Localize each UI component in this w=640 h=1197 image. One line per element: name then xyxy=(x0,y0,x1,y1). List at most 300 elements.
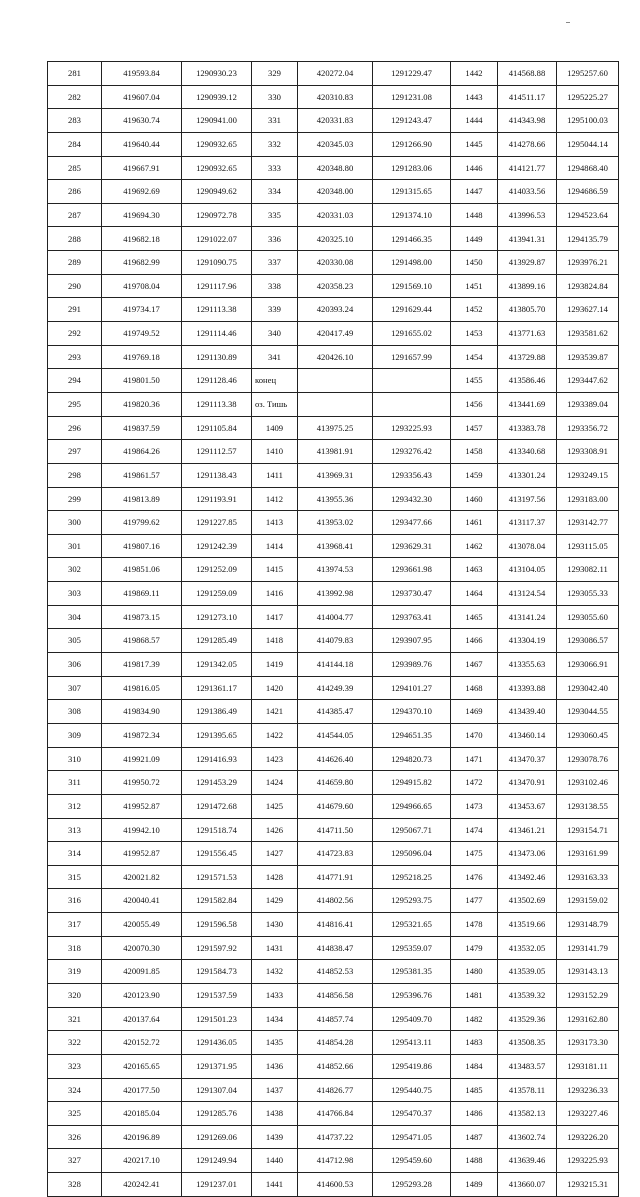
y-coordinate: 1291657.99 xyxy=(373,345,451,369)
point-number: 1422 xyxy=(252,723,298,747)
x-coordinate: 419873.15 xyxy=(102,605,182,629)
point-number: 1410 xyxy=(252,440,298,464)
table-row xyxy=(48,605,619,629)
table-row xyxy=(48,487,619,511)
point-number: 284 xyxy=(48,132,102,156)
point-number: 304 xyxy=(48,605,102,629)
y-coordinate: 1294966.65 xyxy=(373,794,451,818)
x-coordinate: 414343.98 xyxy=(498,109,557,133)
point-number: 1458 xyxy=(451,440,498,464)
x-coordinate: 414723.83 xyxy=(298,842,373,866)
x-coordinate: 420152.72 xyxy=(102,1031,182,1055)
table-row xyxy=(48,392,619,416)
point-number: 1426 xyxy=(252,818,298,842)
point-number: 1481 xyxy=(451,983,498,1007)
y-coordinate: 1291252.09 xyxy=(182,558,252,582)
table-row xyxy=(48,842,619,866)
table-row xyxy=(48,653,619,677)
point-number: 1461 xyxy=(451,511,498,535)
x-coordinate: 414712.98 xyxy=(298,1149,373,1173)
y-coordinate: 1295470.37 xyxy=(373,1102,451,1126)
x-coordinate: 414826.77 xyxy=(298,1078,373,1102)
y-coordinate: 1293989.76 xyxy=(373,653,451,677)
x-coordinate: 413441.69 xyxy=(498,392,557,416)
point-number: 308 xyxy=(48,700,102,724)
y-coordinate: 1295440.75 xyxy=(373,1078,451,1102)
x-coordinate: 419861.57 xyxy=(102,463,182,487)
y-coordinate: 1291259.09 xyxy=(182,582,252,606)
point-number: 1479 xyxy=(451,936,498,960)
x-coordinate: 419869.11 xyxy=(102,582,182,606)
y-coordinate: 1291571.53 xyxy=(182,865,252,889)
point-number: 310 xyxy=(48,747,102,771)
point-number: 1434 xyxy=(252,1007,298,1031)
point-number: 283 xyxy=(48,109,102,133)
y-coordinate: 1291655.02 xyxy=(373,322,451,346)
x-coordinate: 420137.64 xyxy=(102,1007,182,1031)
point-number: 1436 xyxy=(252,1054,298,1078)
y-coordinate: 1293044.55 xyxy=(557,700,619,724)
y-coordinate: 1295218.25 xyxy=(373,865,451,889)
y-coordinate: 1295096.04 xyxy=(373,842,451,866)
y-coordinate: 1293225.93 xyxy=(373,416,451,440)
y-coordinate: 1294686.59 xyxy=(557,180,619,204)
y-coordinate: 1291243.47 xyxy=(373,109,451,133)
x-coordinate: 420348.80 xyxy=(298,156,373,180)
y-coordinate: 1291229.47 xyxy=(373,62,451,86)
point-number: 1487 xyxy=(451,1125,498,1149)
y-coordinate: 1294868.40 xyxy=(557,156,619,180)
y-coordinate: 1293141.79 xyxy=(557,936,619,960)
x-coordinate: 420393.24 xyxy=(298,298,373,322)
x-coordinate: 413393.88 xyxy=(498,676,557,700)
table-row xyxy=(48,274,619,298)
x-coordinate: 420185.04 xyxy=(102,1102,182,1126)
point-number: 1484 xyxy=(451,1054,498,1078)
y-coordinate: 1291285.76 xyxy=(182,1102,252,1126)
y-coordinate: 1293308.91 xyxy=(557,440,619,464)
y-coordinate: 1291597.92 xyxy=(182,936,252,960)
table-row xyxy=(48,865,619,889)
point-number: 325 xyxy=(48,1102,102,1126)
y-coordinate: 1291231.08 xyxy=(373,85,451,109)
y-coordinate: 1293976.21 xyxy=(557,251,619,275)
x-coordinate: 419872.34 xyxy=(102,723,182,747)
x-coordinate: 413899.16 xyxy=(498,274,557,298)
x-coordinate: 414856.58 xyxy=(298,983,373,1007)
y-coordinate: 1295225.27 xyxy=(557,85,619,109)
point-number: 282 xyxy=(48,85,102,109)
y-coordinate: 1291090.75 xyxy=(182,251,252,275)
x-coordinate: 419952.87 xyxy=(102,794,182,818)
point-number: 329 xyxy=(252,62,298,86)
x-coordinate: 419769.18 xyxy=(102,345,182,369)
x-coordinate: 420331.03 xyxy=(298,203,373,227)
x-coordinate: 419950.72 xyxy=(102,771,182,795)
y-coordinate: 1293763.41 xyxy=(373,605,451,629)
point-number: 1471 xyxy=(451,747,498,771)
point-number: 314 xyxy=(48,842,102,866)
x-coordinate: 413660.07 xyxy=(498,1173,557,1197)
y-coordinate: 1293730.47 xyxy=(373,582,451,606)
y-coordinate: 1290932.65 xyxy=(182,156,252,180)
table-row xyxy=(48,1054,619,1078)
table-row xyxy=(48,889,619,913)
x-coordinate: 413968.41 xyxy=(298,534,373,558)
empty-cell xyxy=(373,392,451,416)
point-number: 1417 xyxy=(252,605,298,629)
point-number: 288 xyxy=(48,227,102,251)
x-coordinate: 419921.09 xyxy=(102,747,182,771)
y-coordinate: 1290972.78 xyxy=(182,203,252,227)
x-coordinate: 414852.53 xyxy=(298,960,373,984)
y-coordinate: 1293173.30 xyxy=(557,1031,619,1055)
point-number: 1431 xyxy=(252,936,298,960)
point-number: 298 xyxy=(48,463,102,487)
point-number: 338 xyxy=(252,274,298,298)
y-coordinate: 1293042.40 xyxy=(557,676,619,700)
y-coordinate: 1295459.60 xyxy=(373,1149,451,1173)
point-number: 1439 xyxy=(252,1125,298,1149)
point-number: 1415 xyxy=(252,558,298,582)
point-number: 331 xyxy=(252,109,298,133)
y-coordinate: 1291193.91 xyxy=(182,487,252,511)
point-number: 326 xyxy=(48,1125,102,1149)
point-number: 340 xyxy=(252,322,298,346)
table-row xyxy=(48,203,619,227)
x-coordinate: 420070.30 xyxy=(102,936,182,960)
point-number: 1453 xyxy=(451,322,498,346)
y-coordinate: 1293356.43 xyxy=(373,463,451,487)
x-coordinate: 413104.05 xyxy=(498,558,557,582)
x-coordinate: 419801.50 xyxy=(102,369,182,393)
x-coordinate: 414711.50 xyxy=(298,818,373,842)
x-coordinate: 413539.05 xyxy=(498,960,557,984)
point-number: 1475 xyxy=(451,842,498,866)
x-coordinate: 413508.35 xyxy=(498,1031,557,1055)
point-number: 1472 xyxy=(451,771,498,795)
x-coordinate: 420417.49 xyxy=(298,322,373,346)
point-number: 318 xyxy=(48,936,102,960)
table-row xyxy=(48,62,619,86)
y-coordinate: 1294820.73 xyxy=(373,747,451,771)
point-number: 287 xyxy=(48,203,102,227)
x-coordinate: 419593.84 xyxy=(102,62,182,86)
table-row xyxy=(48,582,619,606)
x-coordinate: 414659.80 xyxy=(298,771,373,795)
y-coordinate: 1293225.93 xyxy=(557,1149,619,1173)
y-coordinate: 1294651.35 xyxy=(373,723,451,747)
x-coordinate: 414544.05 xyxy=(298,723,373,747)
table-row xyxy=(48,463,619,487)
x-coordinate: 413955.36 xyxy=(298,487,373,511)
point-number: 1446 xyxy=(451,156,498,180)
point-number: 1457 xyxy=(451,416,498,440)
point-number: 1433 xyxy=(252,983,298,1007)
x-coordinate: 419692.69 xyxy=(102,180,182,204)
point-number: 330 xyxy=(252,85,298,109)
point-number: 1418 xyxy=(252,629,298,653)
point-number: 1478 xyxy=(451,913,498,937)
point-number: 1473 xyxy=(451,794,498,818)
y-coordinate: 1291307.04 xyxy=(182,1078,252,1102)
y-coordinate: 1293142.77 xyxy=(557,511,619,535)
table-row xyxy=(48,251,619,275)
table-row xyxy=(48,1007,619,1031)
y-coordinate: 1293152.29 xyxy=(557,983,619,1007)
x-coordinate: 413340.68 xyxy=(498,440,557,464)
x-coordinate: 420217.10 xyxy=(102,1149,182,1173)
y-coordinate: 1294135.79 xyxy=(557,227,619,251)
x-coordinate: 413586.46 xyxy=(498,369,557,393)
point-number: 290 xyxy=(48,274,102,298)
x-coordinate: 414278.66 xyxy=(498,132,557,156)
y-coordinate: 1293159.02 xyxy=(557,889,619,913)
y-coordinate: 1291537.59 xyxy=(182,983,252,1007)
point-number: 1489 xyxy=(451,1173,498,1197)
x-coordinate: 413771.63 xyxy=(498,322,557,346)
x-coordinate: 413470.91 xyxy=(498,771,557,795)
y-coordinate: 1293162.80 xyxy=(557,1007,619,1031)
x-coordinate: 414852.66 xyxy=(298,1054,373,1078)
point-number: 1444 xyxy=(451,109,498,133)
point-number: 1440 xyxy=(252,1149,298,1173)
y-coordinate: 1291466.35 xyxy=(373,227,451,251)
table-row xyxy=(48,747,619,771)
y-coordinate: 1293629.31 xyxy=(373,534,451,558)
x-coordinate: 420091.85 xyxy=(102,960,182,984)
x-coordinate: 419630.74 xyxy=(102,109,182,133)
x-coordinate: 414144.18 xyxy=(298,653,373,677)
point-number: 324 xyxy=(48,1078,102,1102)
table-row xyxy=(48,1125,619,1149)
x-coordinate: 414857.74 xyxy=(298,1007,373,1031)
y-coordinate: 1293138.55 xyxy=(557,794,619,818)
point-number: 291 xyxy=(48,298,102,322)
y-coordinate: 1291374.10 xyxy=(373,203,451,227)
y-coordinate: 1293163.33 xyxy=(557,865,619,889)
x-coordinate: 419864.26 xyxy=(102,440,182,464)
y-coordinate: 1290941.00 xyxy=(182,109,252,133)
y-coordinate: 1294915.82 xyxy=(373,771,451,795)
x-coordinate: 413578.11 xyxy=(498,1078,557,1102)
x-coordinate: 419682.99 xyxy=(102,251,182,275)
y-coordinate: 1293078.76 xyxy=(557,747,619,771)
point-number: 1427 xyxy=(252,842,298,866)
y-coordinate: 1290930.23 xyxy=(182,62,252,86)
y-coordinate: 1291518.74 xyxy=(182,818,252,842)
table-row xyxy=(48,180,619,204)
x-coordinate: 413141.24 xyxy=(498,605,557,629)
y-coordinate: 1291582.84 xyxy=(182,889,252,913)
point-number: 1416 xyxy=(252,582,298,606)
point-number: 1441 xyxy=(252,1173,298,1197)
point-number: 1413 xyxy=(252,511,298,535)
point-number: 1455 xyxy=(451,369,498,393)
y-coordinate: 1291105.84 xyxy=(182,416,252,440)
table-row xyxy=(48,723,619,747)
point-number: 297 xyxy=(48,440,102,464)
y-coordinate: 1290932.65 xyxy=(182,132,252,156)
y-coordinate: 1290949.62 xyxy=(182,180,252,204)
x-coordinate: 414004.77 xyxy=(298,605,373,629)
x-coordinate: 413539.32 xyxy=(498,983,557,1007)
point-number: 1465 xyxy=(451,605,498,629)
table-row xyxy=(48,629,619,653)
y-coordinate: 1291501.23 xyxy=(182,1007,252,1031)
x-coordinate: 414737.22 xyxy=(298,1125,373,1149)
point-number: 317 xyxy=(48,913,102,937)
x-coordinate: 420177.50 xyxy=(102,1078,182,1102)
table-row xyxy=(48,960,619,984)
table-row xyxy=(48,369,619,393)
x-coordinate: 414033.56 xyxy=(498,180,557,204)
x-coordinate: 414816.41 xyxy=(298,913,373,937)
table-row xyxy=(48,700,619,724)
point-number: 1451 xyxy=(451,274,498,298)
point-number: 1447 xyxy=(451,180,498,204)
table-row xyxy=(48,913,619,937)
x-coordinate: 420055.49 xyxy=(102,913,182,937)
x-coordinate: 420348.00 xyxy=(298,180,373,204)
x-coordinate: 413470.37 xyxy=(498,747,557,771)
y-coordinate: 1291113.38 xyxy=(182,298,252,322)
y-coordinate: 1291266.90 xyxy=(373,132,451,156)
y-coordinate: 1293907.95 xyxy=(373,629,451,653)
x-coordinate: 419817.39 xyxy=(102,653,182,677)
y-coordinate: 1291242.39 xyxy=(182,534,252,558)
x-coordinate: 413519.66 xyxy=(498,913,557,937)
y-coordinate: 1293627.14 xyxy=(557,298,619,322)
y-coordinate: 1291269.06 xyxy=(182,1125,252,1149)
y-coordinate: 1295293.28 xyxy=(373,1173,451,1197)
section-label: конец xyxy=(252,369,298,393)
y-coordinate: 1291128.46 xyxy=(182,369,252,393)
point-number: 1424 xyxy=(252,771,298,795)
y-coordinate: 1293249.15 xyxy=(557,463,619,487)
point-number: 286 xyxy=(48,180,102,204)
table-row xyxy=(48,771,619,795)
x-coordinate: 413602.74 xyxy=(498,1125,557,1149)
point-number: 327 xyxy=(48,1149,102,1173)
point-number: 1448 xyxy=(451,203,498,227)
point-number: 1486 xyxy=(451,1102,498,1126)
point-number: 322 xyxy=(48,1031,102,1055)
y-coordinate: 1293082.11 xyxy=(557,558,619,582)
y-coordinate: 1291436.05 xyxy=(182,1031,252,1055)
point-number: 292 xyxy=(48,322,102,346)
empty-cell xyxy=(373,369,451,393)
y-coordinate: 1295409.70 xyxy=(373,1007,451,1031)
x-coordinate: 419749.52 xyxy=(102,322,182,346)
x-coordinate: 414766.84 xyxy=(298,1102,373,1126)
point-number: 1464 xyxy=(451,582,498,606)
y-coordinate: 1295293.75 xyxy=(373,889,451,913)
y-coordinate: 1293115.05 xyxy=(557,534,619,558)
point-number: 1412 xyxy=(252,487,298,511)
point-number: 1429 xyxy=(252,889,298,913)
y-coordinate: 1291386.49 xyxy=(182,700,252,724)
x-coordinate: 419682.18 xyxy=(102,227,182,251)
point-number: 315 xyxy=(48,865,102,889)
y-coordinate: 1291112.57 xyxy=(182,440,252,464)
point-number: 1421 xyxy=(252,700,298,724)
point-number: 333 xyxy=(252,156,298,180)
x-coordinate: 413078.04 xyxy=(498,534,557,558)
point-number: 1437 xyxy=(252,1078,298,1102)
point-number: 1470 xyxy=(451,723,498,747)
y-coordinate: 1295100.03 xyxy=(557,109,619,133)
point-number: 1477 xyxy=(451,889,498,913)
table-row xyxy=(48,440,619,464)
table-row xyxy=(48,322,619,346)
y-coordinate: 1291114.46 xyxy=(182,322,252,346)
point-number: 1467 xyxy=(451,653,498,677)
point-number: 336 xyxy=(252,227,298,251)
point-number: 1432 xyxy=(252,960,298,984)
x-coordinate: 413639.46 xyxy=(498,1149,557,1173)
y-coordinate: 1293148.79 xyxy=(557,913,619,937)
y-coordinate: 1291342.05 xyxy=(182,653,252,677)
x-coordinate: 414838.47 xyxy=(298,936,373,960)
x-coordinate: 413301.24 xyxy=(498,463,557,487)
y-coordinate: 1293154.71 xyxy=(557,818,619,842)
x-coordinate: 419640.44 xyxy=(102,132,182,156)
table-row xyxy=(48,1173,619,1197)
section-label: оз. Тишь xyxy=(252,392,298,416)
table-row xyxy=(48,345,619,369)
y-coordinate: 1293276.42 xyxy=(373,440,451,464)
point-number: 1483 xyxy=(451,1031,498,1055)
x-coordinate: 419851.06 xyxy=(102,558,182,582)
y-coordinate: 1293581.62 xyxy=(557,322,619,346)
x-coordinate: 420196.89 xyxy=(102,1125,182,1149)
table-row xyxy=(48,936,619,960)
y-coordinate: 1294523.64 xyxy=(557,203,619,227)
x-coordinate: 419667.91 xyxy=(102,156,182,180)
empty-cell xyxy=(298,392,373,416)
point-number: 1450 xyxy=(451,251,498,275)
point-number: 1463 xyxy=(451,558,498,582)
y-coordinate: 1293389.04 xyxy=(557,392,619,416)
y-coordinate: 1293181.11 xyxy=(557,1054,619,1078)
y-coordinate: 1291498.00 xyxy=(373,251,451,275)
y-coordinate: 1293661.98 xyxy=(373,558,451,582)
point-number: 1468 xyxy=(451,676,498,700)
y-coordinate: 1291138.43 xyxy=(182,463,252,487)
x-coordinate: 413492.46 xyxy=(498,865,557,889)
point-number: 303 xyxy=(48,582,102,606)
y-coordinate: 1293226.20 xyxy=(557,1125,619,1149)
x-coordinate: 413383.78 xyxy=(498,416,557,440)
y-coordinate: 1295419.86 xyxy=(373,1054,451,1078)
y-coordinate: 1290939.12 xyxy=(182,85,252,109)
y-coordinate: 1295359.07 xyxy=(373,936,451,960)
y-coordinate: 1291371.95 xyxy=(182,1054,252,1078)
x-coordinate: 413483.57 xyxy=(498,1054,557,1078)
y-coordinate: 1291584.73 xyxy=(182,960,252,984)
y-coordinate: 1294101.27 xyxy=(373,676,451,700)
x-coordinate: 413117.37 xyxy=(498,511,557,535)
x-coordinate: 420272.04 xyxy=(298,62,373,86)
x-coordinate: 413981.91 xyxy=(298,440,373,464)
y-coordinate: 1291629.44 xyxy=(373,298,451,322)
point-number: 300 xyxy=(48,511,102,535)
y-coordinate: 1293102.46 xyxy=(557,771,619,795)
x-coordinate: 419694.30 xyxy=(102,203,182,227)
x-coordinate: 420426.10 xyxy=(298,345,373,369)
x-coordinate: 413304.19 xyxy=(498,629,557,653)
